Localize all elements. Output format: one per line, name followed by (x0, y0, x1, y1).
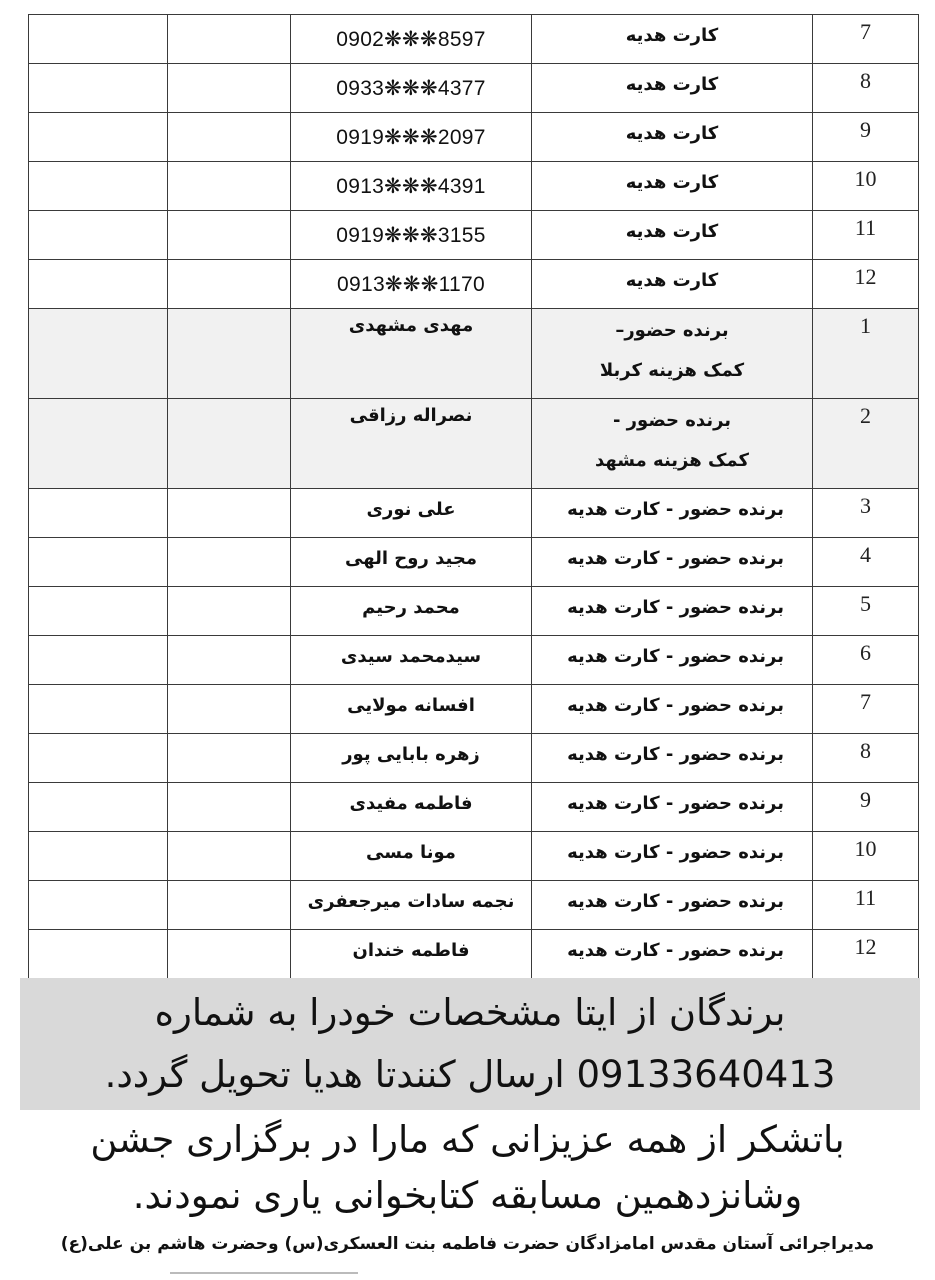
empty-cell (168, 832, 291, 881)
empty-cell (168, 538, 291, 587)
empty-cell (168, 489, 291, 538)
empty-cell (29, 162, 168, 211)
empty-cell (29, 587, 168, 636)
table-row (29, 881, 919, 930)
winner-name: مجید روح الهی (291, 538, 532, 587)
winner-name: سیدمحمد سیدی (291, 636, 532, 685)
row-index: 5 (813, 587, 919, 636)
winner-name: مونا مسی (291, 832, 532, 881)
table-row-highlighted (29, 399, 919, 489)
empty-cell (29, 15, 168, 64)
table-row (29, 15, 919, 64)
empty-cell (168, 15, 291, 64)
table-row (29, 489, 919, 538)
prize-cell: برنده حضور - کارت هدیه (532, 881, 813, 930)
prize-line-1: برنده حضور - (612, 410, 732, 431)
table-row-highlighted (29, 309, 919, 399)
empty-cell (29, 685, 168, 734)
phone-cell: 0913❋❋❋1170 (291, 260, 532, 309)
empty-cell (29, 64, 168, 113)
row-index: 10 (813, 162, 919, 211)
empty-cell (29, 260, 168, 309)
empty-cell (29, 881, 168, 930)
table-row (29, 636, 919, 685)
prize-line-2: کمک هزینه کربلا (599, 360, 745, 381)
thanks-line-1: باتشکر از همه عزیزانی که مارا در برگزاری جشن (90, 1118, 845, 1161)
row-index: 10 (813, 832, 919, 881)
prize-cell: کارت هدیه (532, 162, 813, 211)
winner-name: فاطمه خندان (291, 930, 532, 979)
signature: مدیراجرائی آستان مقدس امامزادگان حضرت فاطمه بنت العسکری(س) وحضرت هاشم بن علی(ع) (60, 1234, 875, 1254)
winner-name: نجمه سادات میرجعفری (291, 881, 532, 930)
table-row (29, 685, 919, 734)
empty-cell (168, 636, 291, 685)
notice-line-2: 09133640413 ارسال کنندتا هدیا تحویل گردد. (104, 1053, 836, 1096)
table-row (29, 538, 919, 587)
table-row (29, 930, 919, 979)
table-row (29, 783, 919, 832)
prize-cell: برنده حضور - کارت هدیه (532, 587, 813, 636)
prize-cell: برنده حضور - کارت هدیه (532, 636, 813, 685)
phone-cell: 0902❋❋❋8597 (291, 15, 532, 64)
row-index: 12 (813, 930, 919, 979)
prize-cell (532, 309, 813, 399)
table-row (29, 260, 919, 309)
empty-cell (29, 211, 168, 260)
empty-cell (168, 587, 291, 636)
thanks-message (0, 1112, 935, 1224)
row-index: 11 (813, 211, 919, 260)
row-index: 9 (813, 783, 919, 832)
empty-cell (168, 930, 291, 979)
prize-cell: کارت هدیه (532, 260, 813, 309)
winner-name: زهره بابایی پور (291, 734, 532, 783)
table-row (29, 211, 919, 260)
row-index: 2 (813, 399, 919, 489)
row-index: 7 (813, 15, 919, 64)
prize-cell: کارت هدیه (532, 211, 813, 260)
phone-cell: 0919❋❋❋3155 (291, 211, 532, 260)
prize-line-1: برنده حضور– (615, 320, 729, 341)
winner-name: علی نوری (291, 489, 532, 538)
empty-cell (29, 113, 168, 162)
winner-name: افسانه مولایی (291, 685, 532, 734)
prize-cell: کارت هدیه (532, 15, 813, 64)
empty-cell (168, 162, 291, 211)
prize-cell: برنده حضور - کارت هدیه (532, 832, 813, 881)
empty-cell (29, 832, 168, 881)
winner-name: فاطمه مفیدی (291, 783, 532, 832)
empty-cell (29, 930, 168, 979)
table-row (29, 587, 919, 636)
empty-cell (29, 538, 168, 587)
row-index: 1 (813, 309, 919, 399)
notice-banner (20, 978, 920, 1110)
winner-name: مهدی مشهدی (291, 309, 532, 399)
phone-cell: 0913❋❋❋4391 (291, 162, 532, 211)
row-index: 3 (813, 489, 919, 538)
empty-cell (168, 260, 291, 309)
empty-cell (29, 734, 168, 783)
prize-cell: برنده حضور - کارت هدیه (532, 685, 813, 734)
table-row (29, 734, 919, 783)
empty-cell (29, 309, 168, 399)
prize-cell: برنده حضور - کارت هدیه (532, 734, 813, 783)
row-index: 11 (813, 881, 919, 930)
notice-line-1: برندگان از ایتا مشخصات خودرا به شماره (154, 991, 786, 1034)
winners-table (28, 14, 919, 979)
table-row (29, 64, 919, 113)
empty-cell (29, 636, 168, 685)
empty-cell (168, 881, 291, 930)
empty-cell (29, 489, 168, 538)
prize-cell (532, 399, 813, 489)
prize-line-2: کمک هزینه مشهد (595, 450, 749, 471)
winner-name: محمد رحیم (291, 587, 532, 636)
prize-cell: برنده حضور - کارت هدیه (532, 489, 813, 538)
winner-name: نصراله رزاقی (291, 399, 532, 489)
table-row (29, 162, 919, 211)
empty-cell (168, 64, 291, 113)
empty-cell (168, 211, 291, 260)
row-index: 12 (813, 260, 919, 309)
table-row (29, 832, 919, 881)
row-index: 7 (813, 685, 919, 734)
phone-cell: 0933❋❋❋4377 (291, 64, 532, 113)
prize-cell: برنده حضور - کارت هدیه (532, 783, 813, 832)
prize-cell: کارت هدیه (532, 64, 813, 113)
row-index: 9 (813, 113, 919, 162)
thanks-line-2: وشانزدهمین مسابقه کتابخوانی یاری نمودند. (132, 1174, 803, 1217)
empty-cell (168, 734, 291, 783)
prize-cell: برنده حضور - کارت هدیه (532, 538, 813, 587)
row-index: 6 (813, 636, 919, 685)
empty-cell (29, 783, 168, 832)
prize-cell: کارت هدیه (532, 113, 813, 162)
divider (170, 1272, 358, 1274)
empty-cell (29, 399, 168, 489)
empty-cell (168, 685, 291, 734)
phone-cell: 0919❋❋❋2097 (291, 113, 532, 162)
row-index: 8 (813, 64, 919, 113)
empty-cell (168, 399, 291, 489)
row-index: 8 (813, 734, 919, 783)
prize-cell: برنده حضور - کارت هدیه (532, 930, 813, 979)
empty-cell (168, 309, 291, 399)
empty-cell (168, 783, 291, 832)
table-row (29, 113, 919, 162)
row-index: 4 (813, 538, 919, 587)
empty-cell (168, 113, 291, 162)
